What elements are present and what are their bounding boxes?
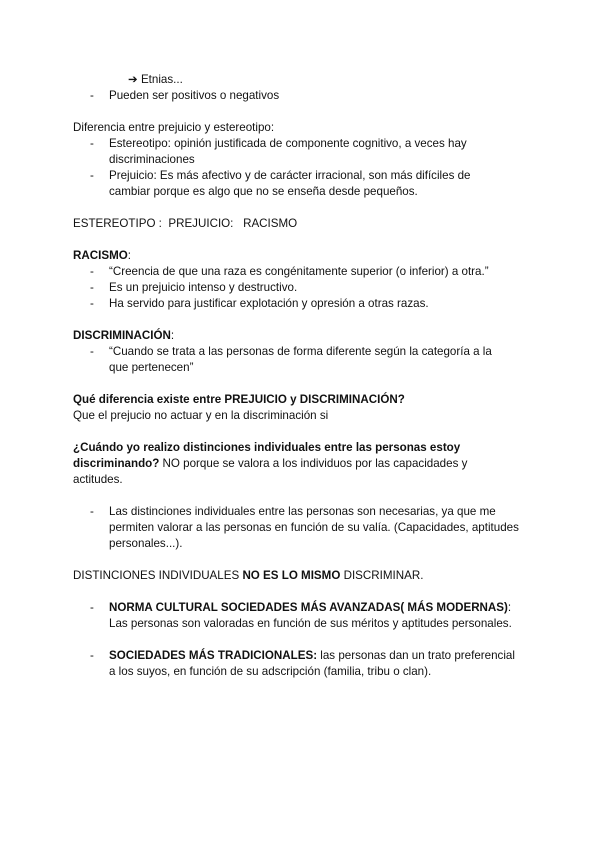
discriminacion-heading: DISCRIMINACIÓN <box>73 329 171 342</box>
question-text: Qué diferencia existe entre PREJUICIO y DISCRIMINACIÓN? <box>73 393 405 406</box>
list-item: Prejuicio: Es más afectivo y de carácter irracional, son más difíciles de cambiar porque es algo que no se enseña desde pequeños. <box>109 169 471 198</box>
bullet-dash: - <box>90 89 94 102</box>
question-text: ¿Cuándo yo realizo distinciones individuales entre las personas estoy discriminando? <box>73 441 461 470</box>
answer-1: Que el prejucio no actuar y en la discriminación si <box>73 409 329 422</box>
racismo-heading: RACISMO <box>73 249 128 262</box>
racismo-title <box>73 248 131 264</box>
colon: : <box>127 249 131 262</box>
bold-part: SOCIEDADES MÁS TRADICIONALES: <box>109 649 318 662</box>
question-1 <box>73 392 405 408</box>
list-item: Ha servido para justificar explotación y opresión a otras razas. <box>109 297 429 310</box>
list-item: Estereotipo: opinión justificada de componente cognitivo, a veces hay discriminaciones <box>109 137 467 166</box>
discriminacion-title <box>73 328 174 344</box>
bullet-dash: - <box>90 345 94 358</box>
bullet-dash: - <box>90 137 94 150</box>
text-part: las personas dan un trato preferencial a los suyos, en función de su adscripción (familia, tribu o clan). <box>109 649 515 678</box>
text-part: DISCRIMINAR. <box>340 569 424 582</box>
bold-part: NO ES LO MISMO <box>242 569 341 582</box>
text-part: DISTINCIONES INDIVIDUALES <box>73 569 243 582</box>
list-item: “Cuando se trata a las personas de forma diferente según la categoría a la que pertenecen” <box>109 345 492 374</box>
section-heading: Diferencia entre prejuicio y estereotipo: <box>73 121 275 134</box>
list-item: Pueden ser positivos o negativos <box>109 89 280 102</box>
bold-part: NORMA CULTURAL SOCIEDADES MÁS AVANZADAS( MÁS MODERNAS) <box>109 601 508 614</box>
colon: : <box>170 329 175 342</box>
bullet-dash: - <box>90 265 94 278</box>
sequence-line: ESTEREOTIPO : PREJUICIO: RACISMO <box>73 217 298 230</box>
bullet-dash: - <box>90 169 94 182</box>
list-item: “Creencia de que una raza es congénitamente superior (o inferior) a otra.” <box>109 265 489 278</box>
bullet-dash: - <box>90 601 94 614</box>
arrow-icon: ➔ <box>128 73 138 86</box>
distinciones-line <box>73 568 423 584</box>
arrow-line <box>128 72 183 88</box>
arrow-text: Etnias... <box>140 73 183 86</box>
bullet-dash: - <box>90 281 94 294</box>
answer-text: NO porque se valora a los individuos por las capacidades y actitudes. <box>73 457 468 486</box>
list-item: Es un prejuicio intenso y destructivo. <box>109 281 298 294</box>
list-item: Las distinciones individuales entre las personas son necesarias, ya que me permiten valorar a las personas en función de su valía. (Capacidades, aptitudes personales...). <box>109 505 519 550</box>
bullet-dash: - <box>90 649 94 662</box>
list-item <box>109 600 514 632</box>
text-part: : Las personas son valoradas en función de sus méritos y aptitudes personales. <box>109 601 512 630</box>
bullet-dash: - <box>90 297 94 310</box>
list-item <box>109 648 519 680</box>
bullet-dash: - <box>90 505 94 518</box>
question-2 <box>73 440 493 488</box>
